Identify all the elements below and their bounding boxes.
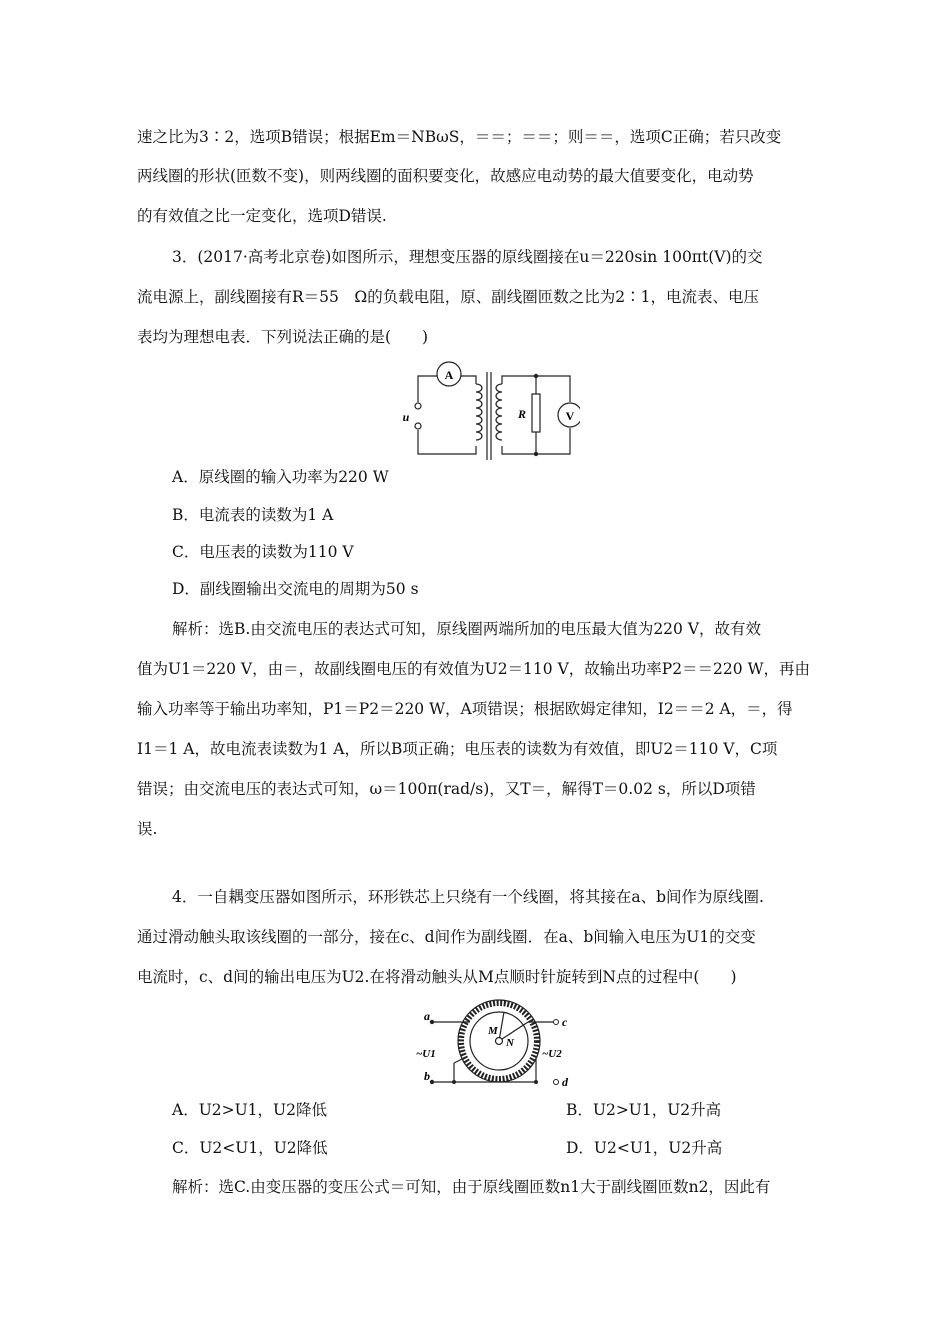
text-line: 的有效值之比一定变化，选项D错误. [137,207,387,225]
question-4-stem: 4．一自耦变压器如图所示，环形铁芯上只绕有一个线圈，将其接在a、b间作为原线圈. [172,888,764,906]
option-d: D．U2<U1，U2升高 [566,1139,723,1157]
voltmeter-label: V [565,409,575,423]
terminal-c-label: c [562,1015,568,1029]
point-n-label: N [506,1037,514,1049]
solution-line: 误. [137,820,158,838]
solution-line: 解析：选B.由交流电压的表达式可知，原线圈两端所加的电压最大值为220 V，故有效 [172,620,762,638]
solution-line: 输入功率等于输出功率知，P1＝P2＝220 W，A项错误；根据欧姆定律知，I2＝＝2 A，＝，得 [137,700,793,718]
transformer-circuit-figure [398,358,580,462]
option-a: A．原线圈的输入功率为220 W [172,468,389,486]
resistor-label: R [517,407,527,421]
solution-line: 错误；由交流电压的表达式可知，ω＝100π(rad/s)，又T＝，解得T＝0.02 s，所以D项错 [137,780,756,798]
terminal-d-label: d [562,1075,568,1089]
source-label: u [402,410,410,424]
option-b: B．电流表的读数为1 A [172,506,334,524]
solution-line: 解析：选C.由变压器的变压公式＝可知，由于原线圈匝数n1大于副线圈匝数n2，因此有 [172,1178,771,1196]
terminal-a-label: a [424,1009,430,1023]
option-c: C．U2<U1，U2降低 [172,1139,328,1157]
question-4-stem: 通过滑动触头取该线圈的一部分，接在c、d间作为副线圈．在a、b间输入电压为U1的交变 [137,928,756,946]
option-c: C．电压表的读数为110 V [172,543,354,561]
option-b: B．U2>U1，U2升高 [566,1101,722,1119]
text-line: 两线圈的形状(匝数不变)，则两线圈的面积要变化，故感应电动势的最大值要变化，电动势 [137,167,754,185]
question-4-stem: 电流时，c、d间的输出电压为U2.在将滑动触头从M点顺时针旋转到N点的过程中( ) [137,968,737,986]
voltage-u2-label: ~U2 [542,1048,562,1060]
text-line: 速之比为3∶2，选项B错误；根据Em＝NBωS，＝＝；＝＝；则＝＝，选项C正确；若只改变 [137,128,782,146]
point-m-label: M [488,1025,498,1037]
voltage-u1-label: ~U1 [416,1048,436,1060]
question-3-stem: 表均为理想电表．下列说法正确的是( ) [137,328,429,346]
question-3-stem: 流电源上，副线圈接有R＝55 Ω的负载电阻，原、副线圈匝数之比为2∶1，电流表、电压 [137,288,759,306]
autotransformer-figure [414,998,584,1092]
ammeter-label: A [444,368,454,382]
solution-line: 值为U1＝220 V，由＝，故副线圈电压的有效值为U2＝110 V，故输出功率P2＝＝220 W，再由 [137,660,810,678]
question-3-stem: 3．(2017·高考北京卷)如图所示，理想变压器的原线圈接在u＝220sin 100πt(V)的交 [172,248,763,266]
terminal-b-label: b [424,1069,430,1083]
option-a: A．U2>U1，U2降低 [172,1101,327,1119]
solution-line: I1＝1 A，故电流表读数为1 A，所以B项正确；电压表的读数为有效值，即U2＝110 V，C项 [137,740,778,758]
option-d: D．副线圈输出交流电的周期为50 s [172,580,419,598]
